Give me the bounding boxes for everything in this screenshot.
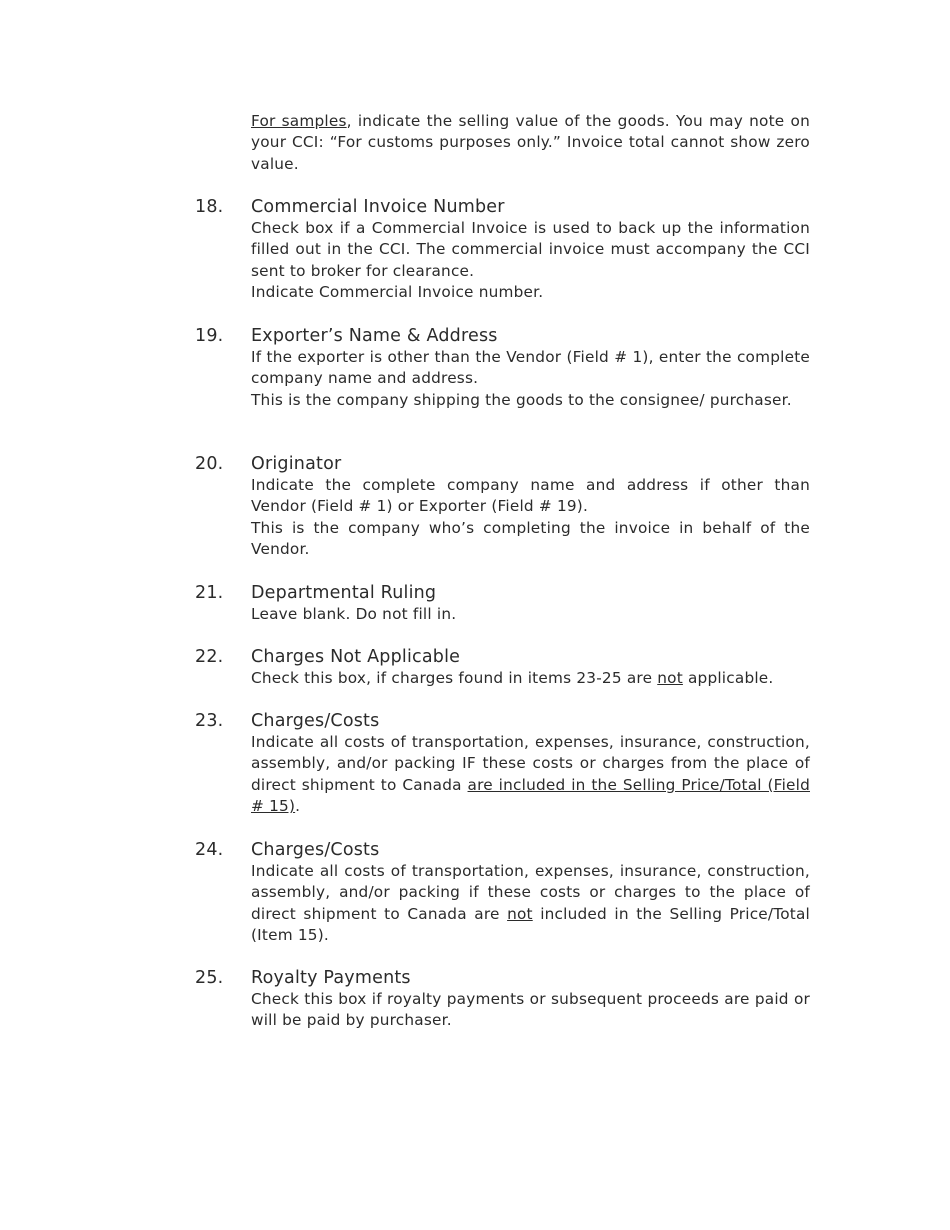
field-22 (195, 646, 810, 689)
field-number: 21. (195, 583, 224, 603)
field-description: Indicate Commercial Invoice number. (251, 283, 544, 302)
field-20 (195, 453, 810, 561)
field-title: Royalty Payments (251, 968, 411, 988)
field-title: Commercial Invoice Number (251, 197, 505, 217)
field-number: 25. (195, 968, 224, 988)
field-description: Check this box if royalty payments or subsequent proceeds are paid or will be paid by purchaser. (251, 990, 810, 1030)
emphasis-included: are included in the Selling Price/Total (Field # 15) (251, 775, 810, 816)
emphasis-not: not (657, 669, 683, 687)
field-description: Indicate all costs of transportation, expenses, insurance, construction, assembly, and/or packing IF these costs or charges from the place of direct shipment to Canada are included in the Selling Price/Total (Field # 15). (251, 733, 810, 816)
field-number: 23. (195, 711, 224, 731)
field-title: Charges/Costs (251, 711, 380, 731)
field-24 (195, 839, 810, 947)
field-description: Leave blank. Do not fill in. (251, 605, 457, 623)
field-number: 19. (195, 326, 224, 346)
samples-label: For samples (251, 112, 347, 130)
field-description: Check box if a Commercial Invoice is used to back up the information filled out in the CCI. The commercial invoice must accompany the CCI sent to broker for clearance. (251, 219, 810, 280)
field-description: Indicate the complete company name and address if other than Vendor (Field # 1) or Exporter (Field # 19). (251, 476, 810, 516)
field-number: 24. (195, 840, 224, 860)
field-description: This is the company who’s completing the invoice in behalf of the Vendor. (251, 518, 810, 559)
field-title: Originator (251, 454, 342, 474)
field-23 (195, 710, 810, 818)
field-19 (195, 325, 810, 411)
samples-note (251, 111, 810, 175)
field-title: Charges Not Applicable (251, 647, 461, 667)
field-number: 18. (195, 197, 224, 217)
samples-text: , indicate the selling value of the goods. You may note on your CCI: “For customs purposes only.” Invoice total cannot show zero value. (251, 112, 810, 173)
field-25 (195, 967, 810, 1032)
field-number: 22. (195, 647, 224, 667)
emphasis-not: not (507, 904, 533, 923)
field-description: Indicate all costs of transportation, expenses, insurance, construction, assembly, and/or packing if these costs or charges to the place of direct shipment to Canada are not included in the Selling Price/Total (Item 15). (251, 862, 810, 945)
field-description: If the exporter is other than the Vendor (Field # 1), enter the complete company name and address. (251, 348, 810, 388)
field-number: 20. (195, 454, 224, 474)
field-18 (195, 196, 810, 304)
field-21 (195, 582, 810, 625)
field-title: Exporter’s Name & Address (251, 326, 498, 346)
field-title: Departmental Ruling (251, 583, 437, 603)
field-description: This is the company shipping the goods to the consignee/ purchaser. (251, 390, 792, 409)
field-title: Charges/Costs (251, 840, 380, 860)
field-description: Check this box, if charges found in items 23-25 are not applicable. (251, 669, 774, 687)
